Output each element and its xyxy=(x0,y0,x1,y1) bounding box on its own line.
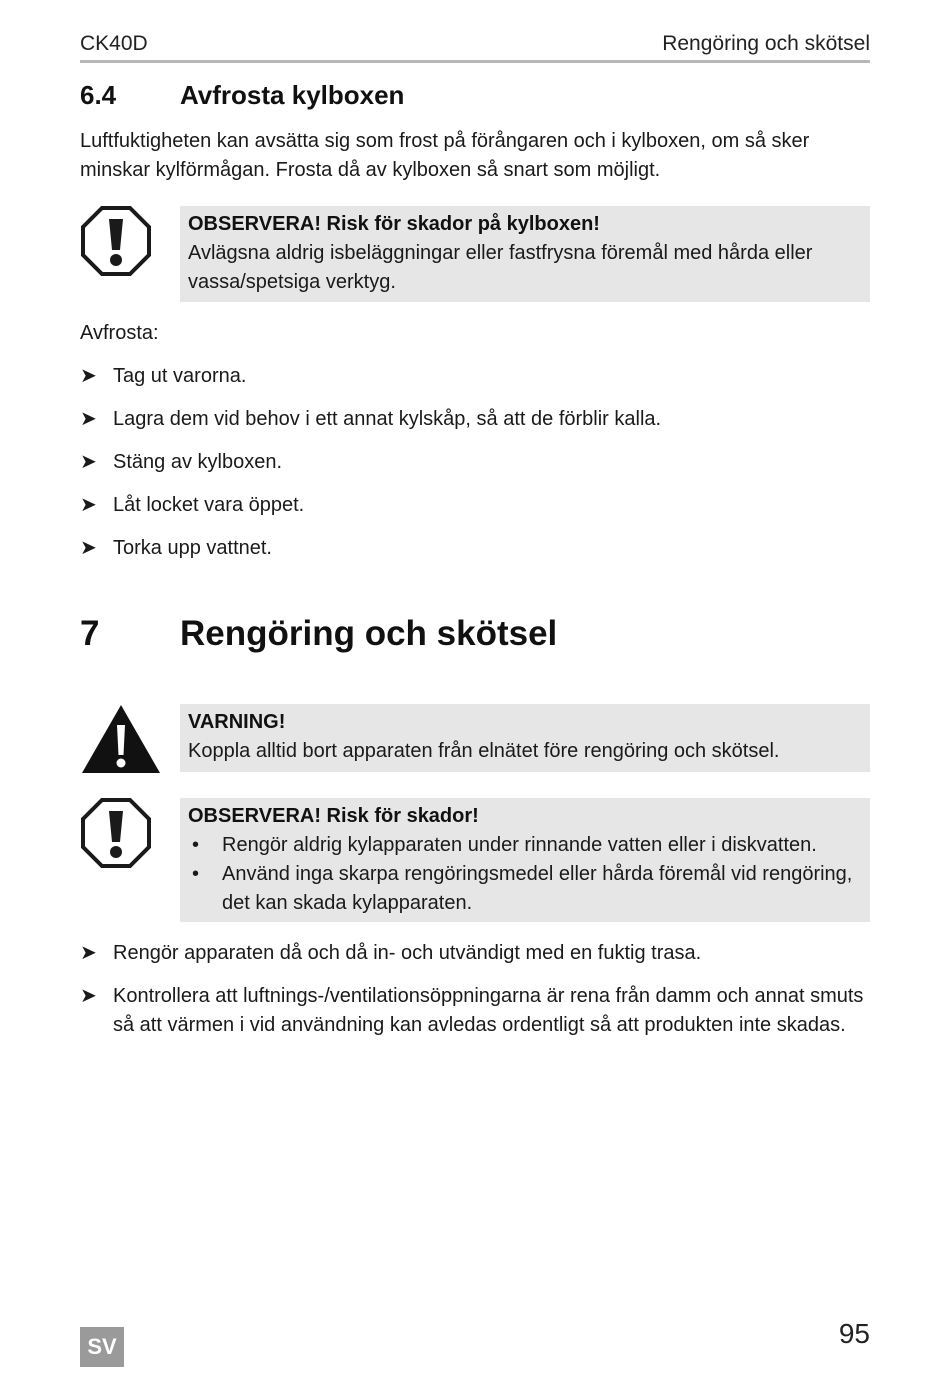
attention-octagon-icon xyxy=(80,797,152,874)
warning-box xyxy=(180,704,870,772)
warning-triangle-icon xyxy=(80,703,162,780)
defrost-steps xyxy=(80,362,870,563)
list-item: ➤ Lagra dem vid behov i ett annat kylskåp, så att de förblir kalla. xyxy=(80,405,870,434)
warning-title: VARNING! xyxy=(188,711,286,733)
list-item: ➤ Tag ut varorna. xyxy=(80,362,870,391)
section-number: 7 xyxy=(80,614,100,653)
list-item: ➤ Låt locket vara öppet. xyxy=(80,491,870,520)
list-item: ➤ Kontrollera att luftnings-/ventilationsöppningarna är rena från damm och annat smuts så att värmen i vid användning kan avledas ordentligt så att produkten inte skadas. xyxy=(80,982,870,1040)
intro-paragraph: Luftfuktigheten kan avsätta sig som frost på förångaren och i kylboxen, om så sker minskar kylförmågan. Frosta då av kylboxen så snart som möjligt. xyxy=(80,130,810,181)
notice-text: Avlägsna aldrig isbeläggningar eller fastfrysna föremål med hårda eller vassa/spetsiga verktyg. xyxy=(188,242,813,293)
notice-bullet-list xyxy=(188,831,862,918)
cleaning-steps xyxy=(80,939,870,1040)
arrow-icon: ➤ xyxy=(80,451,97,473)
list-item: ➤ Stäng av kylboxen. xyxy=(80,448,870,477)
arrow-icon: ➤ xyxy=(80,408,97,430)
notice-box-defrost xyxy=(180,206,870,302)
notice-box-cleaning xyxy=(180,798,870,922)
bullet-icon: • xyxy=(192,863,200,885)
page-header xyxy=(80,30,870,63)
header-chapter: Rengöring och skötsel xyxy=(662,32,870,55)
arrow-icon: ➤ xyxy=(80,537,97,559)
header-model: CK40D xyxy=(80,32,148,55)
list-item: • Använd inga skarpa rengöringsmedel eller hårda föremål vid rengöring, det kan skada kylapparaten. xyxy=(188,860,862,918)
steps-label: Avfrosta: xyxy=(80,322,159,344)
section-number: 6.4 xyxy=(80,80,117,110)
warning-text: Koppla alltid bort apparaten från elnätet före rengöring och skötsel. xyxy=(188,740,780,762)
section-title: Rengöring och skötsel xyxy=(180,614,558,653)
notice-title: OBSERVERA! Risk för skador på kylboxen! xyxy=(188,213,600,235)
language-badge: SV xyxy=(80,1327,124,1367)
list-item: • Rengör aldrig kylapparaten under rinnande vatten eller i diskvatten. xyxy=(188,831,862,860)
arrow-icon: ➤ xyxy=(80,942,97,964)
bullet-icon: • xyxy=(192,834,200,856)
page-number: 95 xyxy=(838,1318,870,1349)
arrow-icon: ➤ xyxy=(80,494,97,516)
arrow-icon: ➤ xyxy=(80,985,97,1007)
attention-octagon-icon xyxy=(80,205,152,282)
list-item: ➤ Rengör apparaten då och då in- och utvändigt med en fuktig trasa. xyxy=(80,939,870,968)
list-item: ➤ Torka upp vattnet. xyxy=(80,534,870,563)
arrow-icon: ➤ xyxy=(80,365,97,387)
notice-title: OBSERVERA! Risk för skador! xyxy=(188,805,479,827)
section-title: Avfrosta kylboxen xyxy=(180,80,405,110)
